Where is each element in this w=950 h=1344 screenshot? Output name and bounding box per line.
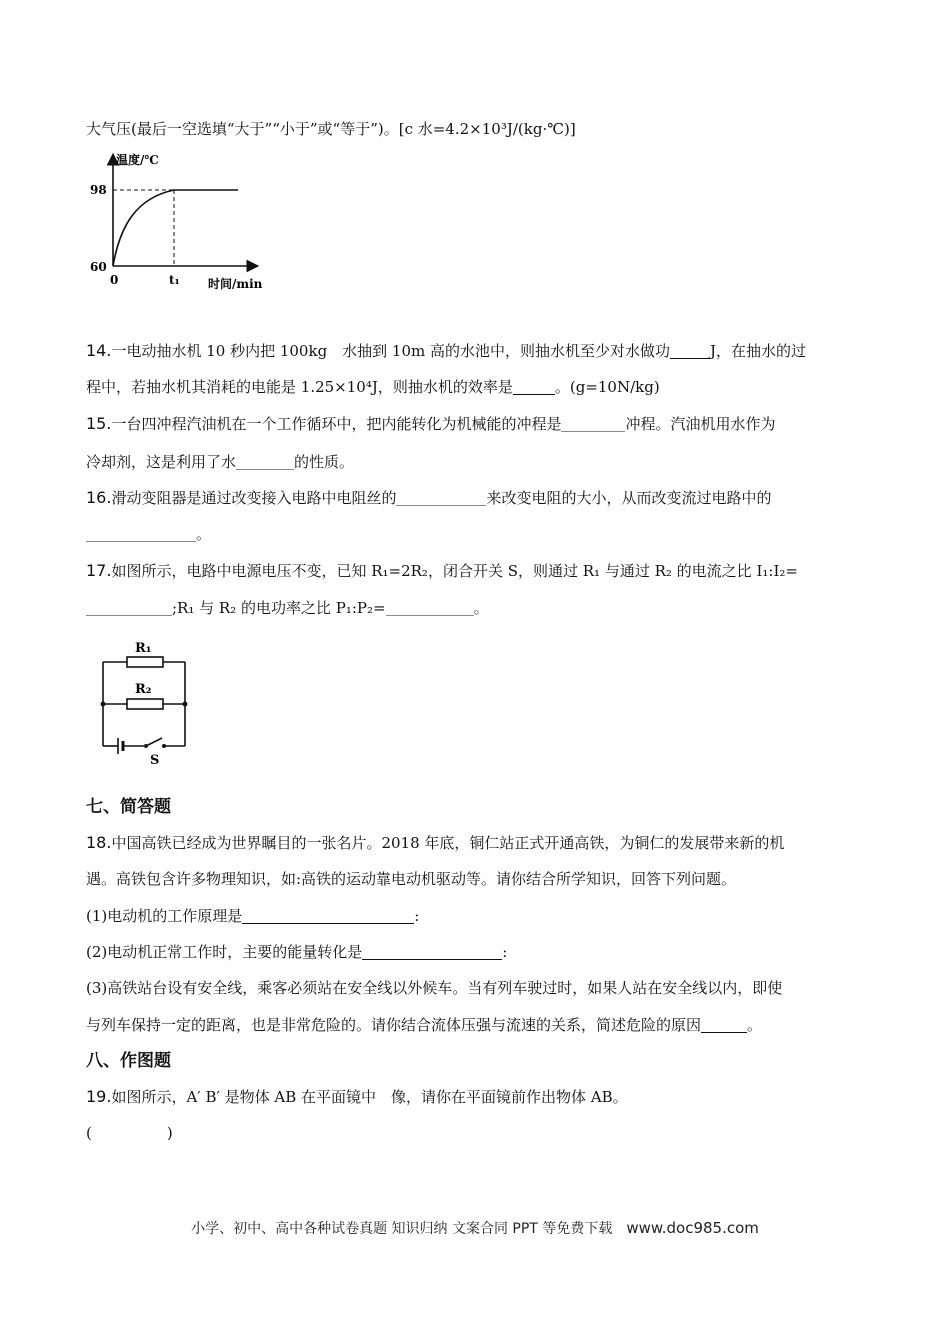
temperature-curve [113,190,238,266]
left-junction [101,702,106,707]
q15-text1b: 冲程。汽油机用水作为 [625,415,776,433]
q17-blank1[interactable] [86,599,172,616]
footer-url[interactable]: www.doc985.com [626,1219,759,1237]
q18-text1: 中国高铁已经成为世界瞩目的一张名片。2018 年底，铜仁站正式开通高铁，为铜仁的发展带来新的机 [111,834,785,852]
q14-text2b: 。(g=10N/kg) [554,378,660,396]
q18-sub3-end: 。 [747,1016,763,1034]
intro-text: 大气压(最后一空选填“大于”“小于”或“等于”)。[c 水=4.2×10³J/(kg·℃)] [86,120,576,138]
intro-line [86,118,576,140]
x-axis-label: 时间/min [208,277,263,291]
y-axis-label: 温度/℃ [116,153,159,167]
q18-sub2 [86,941,507,963]
q17-blank2[interactable] [386,599,474,616]
q17-text2b: 。 [473,599,489,617]
q18-sub3-blank[interactable] [701,1016,747,1033]
q15-line2 [86,451,354,473]
q18-number: 18. [86,833,112,852]
r1-label: R₁ [135,641,152,656]
section8-heading: 八、作图题 [86,1051,171,1071]
q15-blank1[interactable] [561,415,625,432]
q18-line2 [86,868,736,890]
q17-line2 [86,597,489,619]
q15-blank2[interactable] [236,453,294,470]
tick-98: 98 [90,183,107,197]
tick-60: 60 [90,260,107,274]
q16-line1 [86,487,771,509]
q18-sub1-text: (1)电动机的工作原理是 [86,907,243,925]
q18-sub2-end: : [502,943,508,961]
tick-0: 0 [110,273,119,287]
q15-text1a: 一台四冲程汽油机在一个工作循环中，把内能转化为机械能的冲程是 [111,415,562,433]
tick-t1: t₁ [169,273,180,287]
q18-sub3-line1 [86,977,782,999]
q14-text1a: 一电动抽水机 10 秒内把 100kg 水抽到 10m 高的水池中，则抽水机至少对水做功 [111,342,671,360]
q14-line2 [86,376,660,398]
q14-blank2[interactable] [513,378,555,395]
q18-sub3-line2 [86,1014,762,1036]
q18-sub1-end: : [414,907,420,925]
q14-text2a: 程中，若抽水机其消耗的电能是 1.25×10⁴J，则抽水机的效率是 [86,378,513,396]
q19-text1: 如图所示，A′ B′ 是物体 AB 在平面镜中 像，请你在平面镜前作出物体 AB。 [111,1088,628,1106]
q16-text1a: 滑动变阻器是通过改变接入电路中电阻丝的 [111,489,397,507]
footer-text: 小学、初中、高中各种试卷真题 知识归纳 文案合同 PPT 等免费下载 [191,1221,613,1237]
q14-text1b: J，在抽水的过 [710,342,807,360]
q19-line1 [86,1086,628,1108]
right-junction [183,702,188,707]
q14-blank1[interactable] [670,342,710,359]
q17-number: 17. [86,561,112,580]
switch-label: S [150,753,160,768]
q15-line1 [86,413,775,435]
q18-line1 [86,832,784,854]
page-footer [0,1218,950,1238]
q19-answer-bracket: ( ) [86,1124,173,1142]
q19-number: 19. [86,1087,112,1106]
q18-sub3-text2: 与列车保持一定的距离，也是非常危险的。请你结合流体压强与流速的关系，简述危险的原因 [86,1016,702,1034]
q16-blank1[interactable] [396,489,486,506]
q19-bracket [86,1122,173,1144]
r2-label: R₂ [135,682,152,697]
q16-text1b: 来改变电阻的大小，从而改变流过电路中的 [486,489,772,507]
q18-text2: 遇。高铁包含许多物理知识，如:高铁的运动靠电动机驱动等。请你结合所学知识，回答下列问题。 [86,870,737,888]
q18-sub1 [86,905,419,927]
r1-resistor [127,657,163,667]
q17-text2a: ;R₁ 与 R₂ 的电功率之比 P₁:P₂= [172,599,386,617]
q17-line1 [86,560,798,582]
circuit-diagram [94,628,194,768]
q17-text1: 如图所示，电路中电源电压不变，已知 R₁=2R₂，闭合开关 S，则通过 R₁ 与通过 R₂ 的电流之比 I₁:I₂= [111,562,798,580]
q14-line1 [86,340,806,362]
q18-sub2-blank[interactable] [362,943,502,960]
r2-resistor [127,699,163,709]
q16-blank2[interactable] [86,525,196,542]
q16-line2 [86,523,211,545]
q14-number: 14. [86,341,112,360]
q16-text2b: 。 [196,525,212,543]
q15-text2b: 的性质。 [294,453,355,471]
q16-number: 16. [86,488,112,507]
switch-blade [146,738,162,746]
q15-number: 15. [86,414,112,433]
q18-sub1-blank[interactable] [242,907,414,924]
q15-text2a: 冷却剂，这是利用了水 [86,453,237,471]
q18-sub2-text: (2)电动机正常工作时，主要的能量转化是 [86,943,363,961]
q18-sub3-text1: (3)高铁站台设有安全线，乘客必须站在安全线以外候车。当有列车驶过时，如果人站在安全线以内，即使 [86,979,783,997]
temperature-time-graph [84,148,284,296]
section7-heading: 七、简答题 [86,797,171,817]
